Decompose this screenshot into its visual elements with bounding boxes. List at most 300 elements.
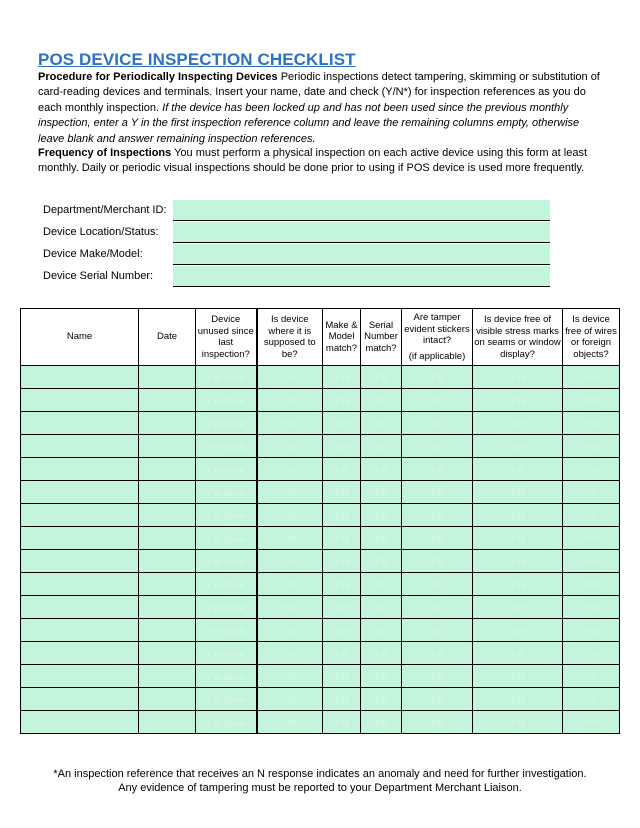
cell-placeholder: Y or blank: [205, 373, 246, 383]
cell-placeholder: Y/N: [333, 396, 349, 406]
tamper-cell[interactable]: [402, 688, 473, 711]
cell-placeholder: Y or blank: [205, 557, 246, 567]
cell-placeholder: Y or blank: [205, 580, 246, 590]
serial-number-input[interactable]: [173, 266, 550, 287]
col-header-tamper: [402, 309, 473, 366]
make-model-cell[interactable]: [323, 389, 361, 412]
procedure-paragraph: [38, 70, 606, 147]
cell-placeholder: Y/N: [282, 695, 298, 705]
name-cell[interactable]: [21, 711, 139, 734]
unused-cell[interactable]: [196, 688, 257, 711]
tamper-cell[interactable]: [402, 711, 473, 734]
merchant-id-label: Department/Merchant ID:: [43, 204, 167, 216]
serial-cell[interactable]: [361, 389, 402, 412]
unused-cell[interactable]: [196, 665, 257, 688]
date-cell[interactable]: [139, 550, 196, 573]
serial-cell[interactable]: [361, 596, 402, 619]
cell-placeholder: Y/N: [333, 603, 349, 613]
name-cell[interactable]: [21, 527, 139, 550]
foreign-objects-cell[interactable]: [563, 642, 620, 665]
table-row: [21, 642, 620, 665]
stress-marks-cell[interactable]: [473, 596, 563, 619]
cell-placeholder: Y/N: [509, 373, 525, 383]
location-cell[interactable]: [257, 642, 323, 665]
date-cell[interactable]: [139, 665, 196, 688]
col-header-name: Name: [21, 309, 139, 366]
location-status-label: Device Location/Status:: [43, 226, 159, 238]
tamper-cell[interactable]: [402, 481, 473, 504]
cell-placeholder: Y/N: [429, 419, 445, 429]
stress-marks-cell[interactable]: [473, 504, 563, 527]
cell-placeholder: Y/N: [583, 626, 599, 636]
cell-placeholder: Y/N: [282, 672, 298, 682]
cell-placeholder: Y or blank: [205, 649, 246, 659]
cell-placeholder: Y/N: [509, 557, 525, 567]
tamper-cell[interactable]: [402, 504, 473, 527]
cell-placeholder: Y/N: [509, 511, 525, 521]
cell-placeholder: Y/N: [333, 580, 349, 590]
foreign-objects-cell[interactable]: [563, 389, 620, 412]
cell-placeholder: Y/N: [509, 695, 525, 705]
make-model-cell[interactable]: [323, 412, 361, 435]
col-header-stress-marks: Is device free of visible stress marks on seams or window display?: [473, 309, 563, 366]
stress-marks-cell[interactable]: [473, 389, 563, 412]
col-header-foreign-objects: Is device free of wires or foreign objects?: [563, 309, 620, 366]
cell-placeholder: Y/N: [373, 580, 389, 590]
make-model-cell[interactable]: [323, 596, 361, 619]
footer-line-2: Any evidence of tampering must be reported to your Department Merchant Liaison.: [118, 782, 522, 794]
cell-placeholder: Y/N: [429, 442, 445, 452]
cell-placeholder: Y or blank: [205, 718, 246, 728]
unused-cell[interactable]: [196, 550, 257, 573]
cell-placeholder: Y/N: [373, 373, 389, 383]
unused-cell[interactable]: [196, 596, 257, 619]
location-cell[interactable]: [257, 481, 323, 504]
date-cell[interactable]: [139, 642, 196, 665]
cell-placeholder: Y/N: [429, 695, 445, 705]
table-row: [21, 435, 620, 458]
make-model-cell[interactable]: [323, 573, 361, 596]
table-row: [21, 573, 620, 596]
name-cell[interactable]: [21, 596, 139, 619]
cell-placeholder: Y/N: [333, 442, 349, 452]
cell-placeholder: Y/N: [429, 488, 445, 498]
name-cell[interactable]: [21, 389, 139, 412]
cell-placeholder: Y/N: [333, 649, 349, 659]
name-cell[interactable]: [21, 642, 139, 665]
date-cell[interactable]: [139, 688, 196, 711]
cell-placeholder: Y/N: [282, 718, 298, 728]
stress-marks-cell[interactable]: [473, 435, 563, 458]
cell-placeholder: Y/N: [282, 626, 298, 636]
tamper-cell[interactable]: [402, 366, 473, 389]
cell-placeholder: Y/N: [333, 511, 349, 521]
name-cell[interactable]: [21, 458, 139, 481]
unused-cell[interactable]: [196, 642, 257, 665]
footer-line-1: *An inspection reference that receives an N response indicates an anomaly and need for further investigation.: [53, 768, 587, 780]
foreign-objects-cell[interactable]: [563, 504, 620, 527]
location-cell[interactable]: [257, 573, 323, 596]
make-model-cell[interactable]: [323, 481, 361, 504]
unused-cell[interactable]: [196, 458, 257, 481]
stress-marks-cell[interactable]: [473, 366, 563, 389]
cell-placeholder: Y/N: [509, 396, 525, 406]
stress-marks-cell[interactable]: [473, 573, 563, 596]
cell-placeholder: Y/N: [333, 419, 349, 429]
table-row: [21, 366, 620, 389]
cell-placeholder: Y/N: [509, 419, 525, 429]
date-cell[interactable]: [139, 435, 196, 458]
tamper-cell[interactable]: [402, 389, 473, 412]
table-row: [21, 504, 620, 527]
inspection-table: [20, 308, 620, 734]
cell-placeholder: Y/N: [429, 603, 445, 613]
foreign-objects-cell[interactable]: [563, 412, 620, 435]
cell-placeholder: Y/N: [583, 373, 599, 383]
cell-placeholder: Y/N: [282, 511, 298, 521]
name-cell[interactable]: [21, 481, 139, 504]
tamper-cell[interactable]: [402, 573, 473, 596]
table-row: [21, 389, 620, 412]
stress-marks-cell[interactable]: [473, 481, 563, 504]
date-cell[interactable]: [139, 389, 196, 412]
col-header-location: Is device where it is supposed to be?: [257, 309, 323, 366]
serial-cell[interactable]: [361, 665, 402, 688]
cell-placeholder: Y/N: [583, 419, 599, 429]
cell-placeholder: Y or blank: [205, 442, 246, 452]
location-cell[interactable]: [257, 711, 323, 734]
cell-placeholder: Y/N: [509, 649, 525, 659]
date-cell[interactable]: [139, 504, 196, 527]
procedure-text: Periodic inspections detect tampering, skimming or substitution of card-reading devices and terminals. Insert your name, date and check (Y/N*) for inspection references as you do each monthly inspection.: [38, 71, 600, 114]
cell-placeholder: Y/N: [282, 465, 298, 475]
location-cell[interactable]: [257, 366, 323, 389]
cell-placeholder: Y/N: [429, 557, 445, 567]
tamper-header-note: (if applicable): [408, 350, 466, 362]
cell-placeholder: Y/N: [509, 718, 525, 728]
foreign-objects-cell[interactable]: [563, 573, 620, 596]
cell-placeholder: Y/N: [282, 603, 298, 613]
cell-placeholder: Y/N: [373, 465, 389, 475]
tamper-header-text: Are tamper evident stickers intact?: [404, 312, 470, 346]
date-cell[interactable]: [139, 412, 196, 435]
cell-placeholder: Y/N: [333, 465, 349, 475]
tamper-cell[interactable]: [402, 596, 473, 619]
cell-placeholder: Y/N: [583, 557, 599, 567]
location-cell[interactable]: [257, 619, 323, 642]
cell-placeholder: Y/N: [583, 603, 599, 613]
cell-placeholder: Y/N: [583, 488, 599, 498]
date-cell[interactable]: [139, 573, 196, 596]
unused-cell[interactable]: [196, 435, 257, 458]
cell-placeholder: Y/N: [509, 488, 525, 498]
foreign-objects-cell[interactable]: [563, 619, 620, 642]
cell-placeholder: Y or blank: [205, 419, 246, 429]
name-cell[interactable]: [21, 688, 139, 711]
location-cell[interactable]: [257, 435, 323, 458]
table-row: [21, 596, 620, 619]
tamper-cell[interactable]: [402, 435, 473, 458]
stress-marks-cell[interactable]: [473, 619, 563, 642]
serial-cell[interactable]: [361, 619, 402, 642]
date-cell[interactable]: [139, 458, 196, 481]
location-cell[interactable]: [257, 527, 323, 550]
cell-placeholder: Y/N: [583, 534, 599, 544]
cell-placeholder: Y/N: [509, 465, 525, 475]
location-status-input[interactable]: [173, 222, 550, 243]
location-cell[interactable]: [257, 550, 323, 573]
serial-cell[interactable]: [361, 435, 402, 458]
cell-placeholder: Y/N: [429, 626, 445, 636]
cell-placeholder: Y/N: [583, 465, 599, 475]
cell-placeholder: Y/N: [282, 534, 298, 544]
stress-marks-cell[interactable]: [473, 458, 563, 481]
cell-placeholder: Y/N: [429, 534, 445, 544]
cell-placeholder: Y/N: [373, 534, 389, 544]
make-model-cell[interactable]: [323, 642, 361, 665]
name-cell[interactable]: [21, 619, 139, 642]
foreign-objects-cell[interactable]: [563, 458, 620, 481]
tamper-cell[interactable]: [402, 619, 473, 642]
cell-placeholder: Y/N: [583, 672, 599, 682]
cell-placeholder: Y/N: [282, 488, 298, 498]
foreign-objects-cell[interactable]: [563, 435, 620, 458]
cell-placeholder: Y/N: [333, 695, 349, 705]
location-cell[interactable]: [257, 458, 323, 481]
cell-placeholder: Y/N: [333, 672, 349, 682]
table-header-row: [21, 309, 620, 366]
make-model-cell[interactable]: [323, 619, 361, 642]
unused-cell[interactable]: [196, 481, 257, 504]
serial-number-label: Device Serial Number:: [43, 270, 154, 282]
cell-placeholder: Y/N: [282, 557, 298, 567]
serial-cell[interactable]: [361, 573, 402, 596]
location-cell[interactable]: [257, 504, 323, 527]
cell-placeholder: Y/N: [583, 442, 599, 452]
foreign-objects-cell[interactable]: [563, 665, 620, 688]
frequency-text: You must perform a physical inspection on each active device using this form at least monthly. Daily or periodic visual inspections should be done prior to using if POS device is used more frequently.: [38, 147, 588, 175]
name-cell[interactable]: [21, 435, 139, 458]
cell-placeholder: Y/N: [429, 580, 445, 590]
col-header-date: Date: [139, 309, 196, 366]
make-model-cell[interactable]: [323, 504, 361, 527]
cell-placeholder: Y or blank: [205, 488, 246, 498]
stress-marks-cell[interactable]: [473, 412, 563, 435]
cell-placeholder: Y/N: [429, 672, 445, 682]
cell-placeholder: Y/N: [583, 396, 599, 406]
stress-marks-cell[interactable]: [473, 642, 563, 665]
serial-cell[interactable]: [361, 458, 402, 481]
cell-placeholder: Y/N: [282, 373, 298, 383]
foreign-objects-cell[interactable]: [563, 366, 620, 389]
table-row: [21, 665, 620, 688]
cell-placeholder: Y/N: [429, 649, 445, 659]
cell-placeholder: Y/N: [373, 511, 389, 521]
stress-marks-cell[interactable]: [473, 665, 563, 688]
col-header-serial: Serial Number match?: [361, 309, 402, 366]
cell-placeholder: Y or blank: [205, 396, 246, 406]
cell-placeholder: Y/N: [373, 396, 389, 406]
make-model-cell[interactable]: [323, 366, 361, 389]
cell-placeholder: Y/N: [373, 626, 389, 636]
cell-placeholder: Y or blank: [205, 626, 246, 636]
cell-placeholder: Y/N: [373, 649, 389, 659]
cell-placeholder: Y or blank: [205, 695, 246, 705]
make-model-cell[interactable]: [323, 458, 361, 481]
date-cell[interactable]: [139, 366, 196, 389]
serial-cell[interactable]: [361, 527, 402, 550]
stress-marks-cell[interactable]: [473, 527, 563, 550]
cell-placeholder: Y/N: [429, 465, 445, 475]
date-cell[interactable]: [139, 711, 196, 734]
unused-cell[interactable]: [196, 504, 257, 527]
table-row: [21, 711, 620, 734]
unused-cell[interactable]: [196, 412, 257, 435]
make-model-cell[interactable]: [323, 550, 361, 573]
cell-placeholder: Y/N: [373, 419, 389, 429]
foreign-objects-cell[interactable]: [563, 711, 620, 734]
cell-placeholder: Y/N: [373, 488, 389, 498]
cell-placeholder: Y/N: [333, 557, 349, 567]
table-row: [21, 619, 620, 642]
location-cell[interactable]: [257, 596, 323, 619]
location-cell[interactable]: [257, 688, 323, 711]
serial-cell[interactable]: [361, 642, 402, 665]
cell-placeholder: Y/N: [333, 718, 349, 728]
stress-marks-cell[interactable]: [473, 711, 563, 734]
table-row: [21, 550, 620, 573]
table-row: [21, 481, 620, 504]
cell-placeholder: Y/N: [583, 718, 599, 728]
cell-placeholder: Y/N: [282, 396, 298, 406]
page-title: POS DEVICE INSPECTION CHECKLIST: [38, 50, 356, 69]
make-model-cell[interactable]: [323, 665, 361, 688]
make-model-input[interactable]: [173, 244, 550, 265]
inspection-rows: [21, 366, 620, 734]
make-model-cell[interactable]: [323, 688, 361, 711]
cell-placeholder: Y/N: [282, 580, 298, 590]
serial-cell[interactable]: [361, 550, 402, 573]
cell-placeholder: Y/N: [282, 442, 298, 452]
tamper-cell[interactable]: [402, 642, 473, 665]
cell-placeholder: Y/N: [583, 695, 599, 705]
cell-placeholder: Y/N: [373, 557, 389, 567]
location-cell[interactable]: [257, 665, 323, 688]
unused-cell[interactable]: [196, 389, 257, 412]
date-cell[interactable]: [139, 481, 196, 504]
cell-placeholder: Y/N: [373, 718, 389, 728]
footer-note: [0, 767, 640, 795]
stress-marks-cell[interactable]: [473, 688, 563, 711]
cell-placeholder: Y or blank: [205, 511, 246, 521]
table-row: [21, 527, 620, 550]
cell-placeholder: Y or blank: [205, 672, 246, 682]
frequency-heading: Frequency of Inspections: [38, 147, 172, 159]
serial-cell[interactable]: [361, 366, 402, 389]
tamper-cell[interactable]: [402, 412, 473, 435]
make-model-label: Device Make/Model:: [43, 248, 143, 260]
name-cell[interactable]: [21, 550, 139, 573]
name-cell[interactable]: [21, 412, 139, 435]
cell-placeholder: Y or blank: [205, 603, 246, 613]
name-cell[interactable]: [21, 504, 139, 527]
foreign-objects-cell[interactable]: [563, 688, 620, 711]
foreign-objects-cell[interactable]: [563, 596, 620, 619]
unused-cell[interactable]: [196, 619, 257, 642]
procedure-italic-note: If the device has been locked up and has not been used since the previous monthly inspection, enter a Y in the first inspection reference column and leave the remaining columns empty, otherwise leave blank and answer remaining inspection references.: [38, 101, 580, 145]
make-model-cell[interactable]: [323, 711, 361, 734]
foreign-objects-cell[interactable]: [563, 527, 620, 550]
table-row: [21, 458, 620, 481]
serial-cell[interactable]: [361, 688, 402, 711]
cell-placeholder: Y/N: [509, 672, 525, 682]
location-cell[interactable]: [257, 412, 323, 435]
make-model-cell[interactable]: [323, 527, 361, 550]
cell-placeholder: Y/N: [509, 442, 525, 452]
stress-marks-cell[interactable]: [473, 550, 563, 573]
cell-placeholder: Y or blank: [205, 465, 246, 475]
cell-placeholder: Y/N: [373, 695, 389, 705]
table-row: [21, 688, 620, 711]
cell-placeholder: Y/N: [373, 603, 389, 613]
cell-placeholder: Y/N: [373, 442, 389, 452]
tamper-cell[interactable]: [402, 550, 473, 573]
tamper-cell[interactable]: [402, 458, 473, 481]
name-cell[interactable]: [21, 366, 139, 389]
cell-placeholder: Y/N: [509, 534, 525, 544]
serial-cell[interactable]: [361, 711, 402, 734]
foreign-objects-cell[interactable]: [563, 481, 620, 504]
cell-placeholder: Y/N: [333, 534, 349, 544]
serial-cell[interactable]: [361, 481, 402, 504]
serial-cell[interactable]: [361, 412, 402, 435]
location-cell[interactable]: [257, 389, 323, 412]
tamper-cell[interactable]: [402, 527, 473, 550]
date-cell[interactable]: [139, 619, 196, 642]
frequency-paragraph: [38, 146, 606, 177]
unused-cell[interactable]: [196, 573, 257, 596]
unused-cell[interactable]: [196, 527, 257, 550]
serial-cell[interactable]: [361, 504, 402, 527]
cell-placeholder: Y/N: [583, 511, 599, 521]
cell-placeholder: Y/N: [429, 373, 445, 383]
table-row: [21, 412, 620, 435]
col-header-make-model: Make & Model match?: [323, 309, 361, 366]
unused-cell[interactable]: [196, 366, 257, 389]
tamper-cell[interactable]: [402, 665, 473, 688]
unused-cell[interactable]: [196, 711, 257, 734]
cell-placeholder: Y/N: [583, 580, 599, 590]
cell-placeholder: Y/N: [509, 603, 525, 613]
cell-placeholder: Y/N: [282, 419, 298, 429]
cell-placeholder: Y/N: [509, 626, 525, 636]
merchant-id-input[interactable]: [173, 200, 550, 221]
procedure-heading: Procedure for Periodically Inspecting Devices: [38, 71, 278, 83]
cell-placeholder: Y/N: [509, 580, 525, 590]
name-cell[interactable]: [21, 665, 139, 688]
cell-placeholder: Y/N: [333, 488, 349, 498]
cell-placeholder: Y/N: [429, 718, 445, 728]
cell-placeholder: Y/N: [583, 649, 599, 659]
date-cell[interactable]: [139, 596, 196, 619]
name-cell[interactable]: [21, 573, 139, 596]
cell-placeholder: Y/N: [429, 511, 445, 521]
foreign-objects-cell[interactable]: [563, 550, 620, 573]
cell-placeholder: Y/N: [282, 649, 298, 659]
make-model-cell[interactable]: [323, 435, 361, 458]
cell-placeholder: Y or blank: [205, 534, 246, 544]
date-cell[interactable]: [139, 527, 196, 550]
